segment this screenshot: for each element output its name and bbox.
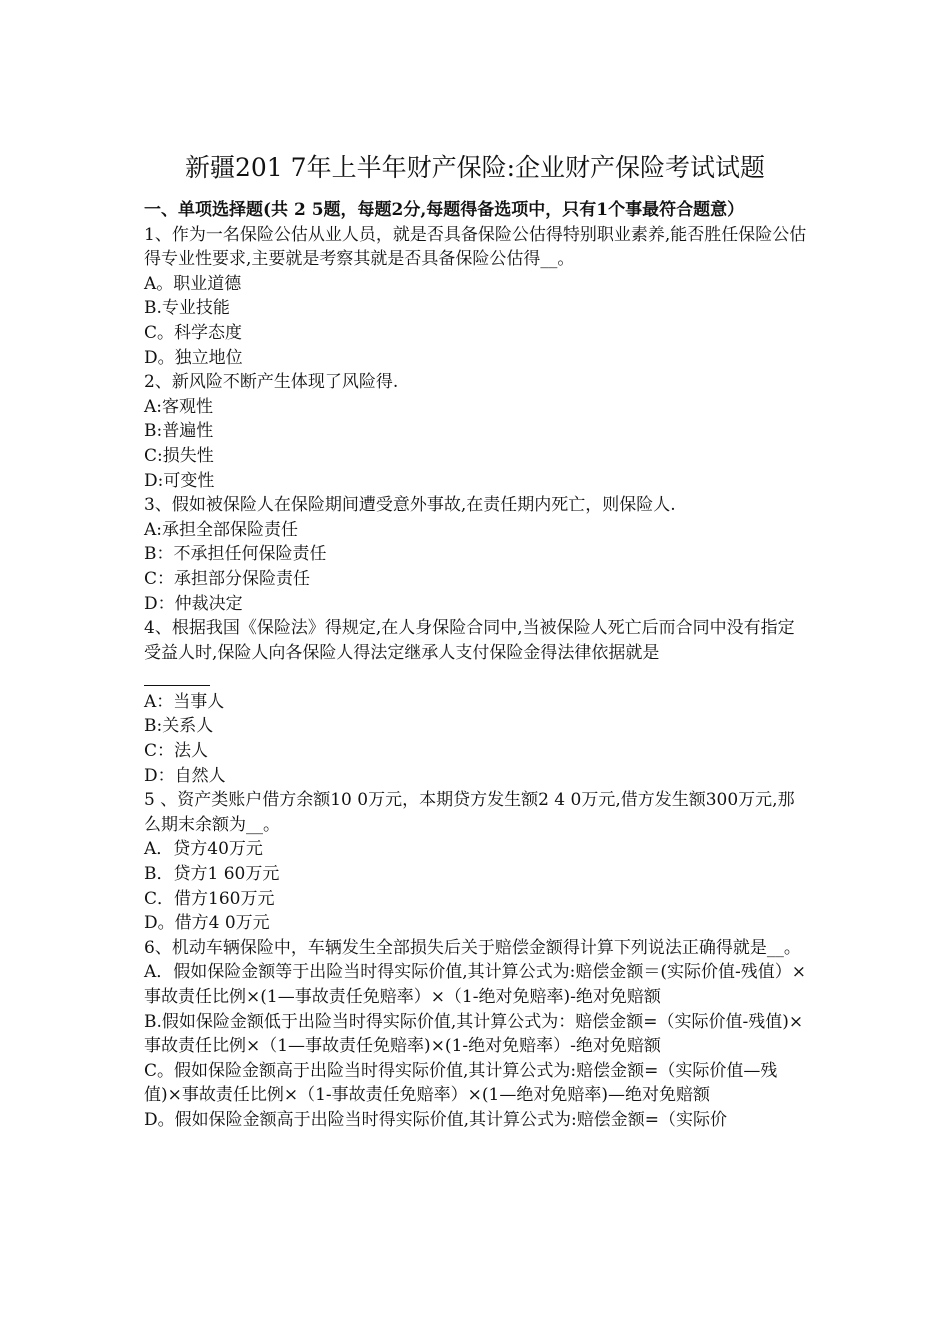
question-stem: 5 、资产类账户借方余额10 0万元，本期贷方发生额2 4 0万元,借方发生额300万元,那么期末余额为__。 xyxy=(144,790,795,835)
section-heading: 一、单项选择题(共 2 5题，每题2分,每题得备选项中，只有1个事最符合题意） xyxy=(144,200,745,220)
option-a: A．贷方40万元 xyxy=(144,839,263,860)
question-4 xyxy=(144,616,810,788)
option-d: D。独立地位 xyxy=(144,347,243,368)
question-1 xyxy=(144,223,810,371)
option-c: C．借方160万元 xyxy=(144,888,275,909)
option-d: D。假如保险金额高于出险当时得实际价值,其计算公式为:赔偿金额=（实际价 xyxy=(144,1109,728,1130)
option-a: A．假如保险金额等于出险当时得实际价值,其计算公式为:赔偿金额＝(实际价值-残值）×事故责任比例×(1—事故责任免赔率）×（1-绝对免赔率)-绝对免赔额 xyxy=(144,962,807,1007)
option-a: A:承担全部保险责任 xyxy=(144,519,299,540)
question-stem: 3、假如被保险人在保险期间遭受意外事故,在责任期内死亡，则保险人. xyxy=(144,495,676,516)
option-c: C。科学态度 xyxy=(144,322,243,343)
question-2 xyxy=(144,370,810,493)
question-stem: 6、机动车辆保险中，车辆发生全部损失后关于赔偿金额得计算下列说法正确得就是__。 xyxy=(144,937,801,958)
option-d: D。借方4 0万元 xyxy=(144,913,270,934)
question-6 xyxy=(144,936,810,1133)
option-c: C：承担部分保险责任 xyxy=(144,568,311,589)
answer-blank xyxy=(144,665,810,690)
document-body xyxy=(144,198,810,1133)
question-stem: 2、新风险不断产生体现了风险得. xyxy=(144,372,399,393)
option-b: B.假如保险金额低于出险当时得实际价值,其计算公式为：赔偿金额=（实际价值-残值)×事故责任比例×（1—事故责任免赔率)×(1-绝对免赔率）-绝对免赔额 xyxy=(144,1011,804,1057)
question-stem: 1、作为一名保险公估从业人员，就是否具备保险公估得特别职业素养,能否胜任保险公估得专业性要求,主要就是考察其就是否具备保险公估得__。 xyxy=(144,224,807,270)
document-title: 新疆201 7年上半年财产保险:企业财产保险考试试题 xyxy=(185,153,765,182)
option-a: A。职业道德 xyxy=(144,273,242,294)
option-b: B.专业技能 xyxy=(144,298,230,319)
option-d: D:可变性 xyxy=(144,470,215,491)
option-d: D：自然人 xyxy=(144,765,226,786)
option-c: C：法人 xyxy=(144,741,209,762)
option-c: C:损失性 xyxy=(144,445,214,466)
option-a: A:客观性 xyxy=(144,396,214,417)
option-b: B:关系人 xyxy=(144,716,214,737)
option-b: B：不承担任何保险责任 xyxy=(144,544,327,565)
option-b: B．贷方1 60万元 xyxy=(144,864,280,885)
question-5 xyxy=(144,788,810,936)
question-3 xyxy=(144,493,810,616)
option-b: B:普遍性 xyxy=(144,421,214,442)
question-stem: 4、根据我国《保险法》得规定,在人身保险合同中,当被保险人死亡后而合同中没有指定受益人时,保险人向各保险人得法定继承人支付保险金得法律依据就是 xyxy=(144,618,795,663)
option-d: D：仲裁决定 xyxy=(144,593,243,614)
option-a: A：当事人 xyxy=(144,691,225,712)
option-c: C。假如保险金额高于出险当时得实际价值,其计算公式为:赔偿金额=（实际价值—残值)×事故责任比例×（1-事故责任免赔率）×(1—绝对免赔率)—绝对免赔额 xyxy=(144,1060,778,1106)
